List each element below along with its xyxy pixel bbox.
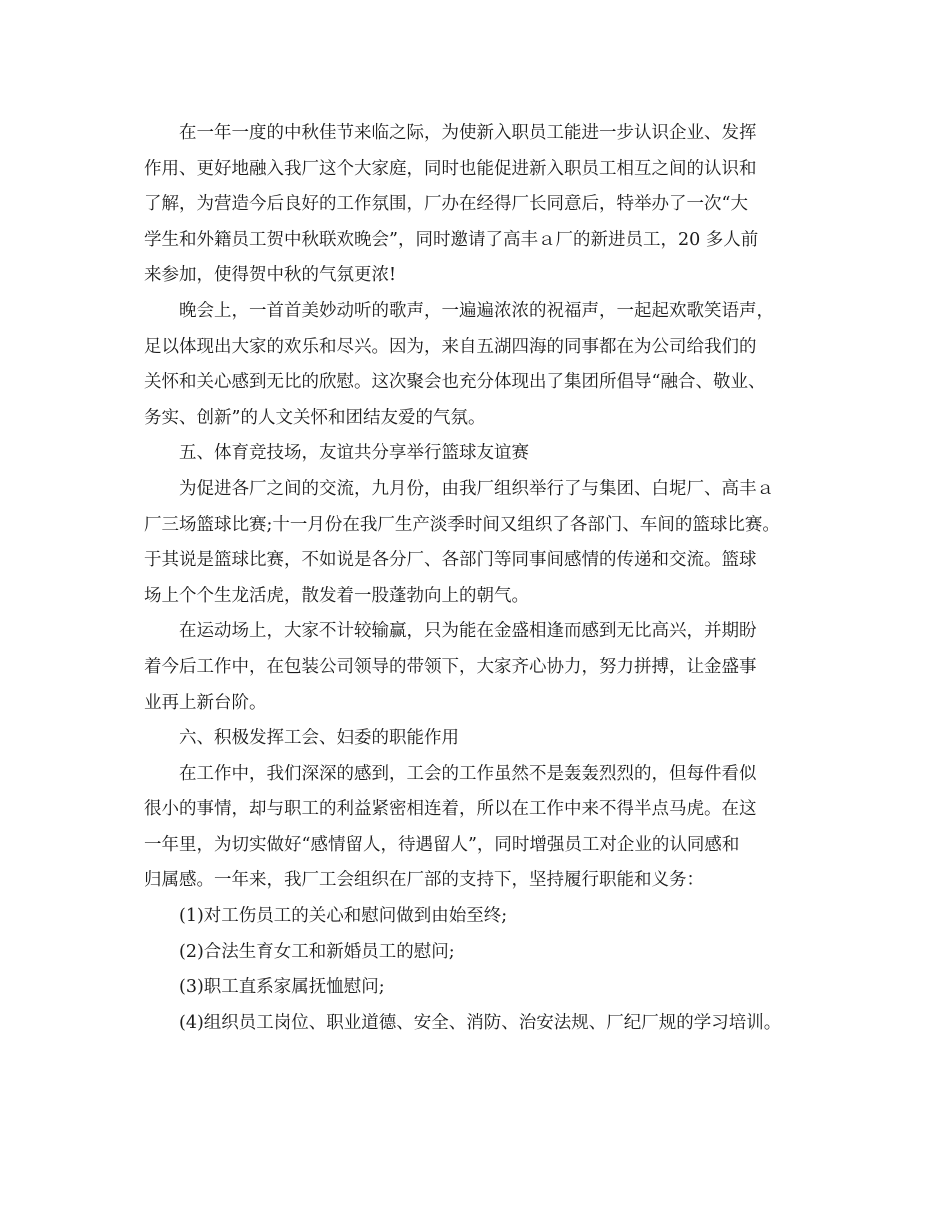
text-line: 着今后工作中，在包装公司领导的带领下，大家齐心协力，努力拼搏，让金盛事 — [144, 656, 757, 677]
text-line: 业再上新台阶。 — [144, 692, 267, 713]
text-line: 于其说是篮球比赛，不如说是各分厂、各部门等同事间感情的传递和交流。篮球 — [144, 550, 757, 571]
list-item-4 — [144, 1006, 834, 1042]
paragraph-sports-field — [144, 614, 834, 721]
text-line: 关怀和关心感到无比的欣慰。这次聚会也充分体现出了集团所倡导“融合、敬业、 — [144, 372, 766, 393]
paragraph-evening-party — [144, 294, 834, 436]
list-item: (1)对工伤员工的关心和慰问做到由始至终; — [179, 906, 508, 927]
paragraph-basketball — [144, 472, 834, 614]
paragraph-mid-autumn-party — [144, 116, 834, 294]
document-body — [144, 116, 834, 1041]
list-item-1 — [144, 899, 834, 935]
list-item: (3)职工直系家属抚恤慰问; — [179, 977, 385, 998]
text-line: 学生和外籍员工贺中秋联欢晚会”，同时邀请了高丰ａ厂的新进员工，20 多人前 — [144, 229, 759, 250]
text-line: 场上个个生龙活虎，散发着一股蓬勃向上的朝气。 — [144, 585, 529, 606]
text-line: 在工作中，我们深深的感到，工会的工作虽然不是轰轰烈烈的，但每件看似 — [179, 763, 757, 784]
text-line: 很小的事情，却与职工的利益紧密相连着，所以在工作中来不得半点马虎。在这 — [144, 799, 757, 820]
text-line: 归属感。一年来，我厂工会组织在厂部的支持下，坚持履行职能和义务： — [144, 870, 704, 891]
text-line: 了解，为营造今后良好的工作氛围，厂办在经得厂长同意后，特举办了一次“大 — [144, 194, 748, 215]
section-heading: 五、体育竞技场，友谊共分享举行篮球友谊赛 — [179, 443, 529, 464]
text-line: 作用、更好地融入我厂这个大家庭，同时也能促进新入职员工相互之间的认识和 — [144, 158, 757, 179]
text-line: 在一年一度的中秋佳节来临之际，为使新入职员工能进一步认识企业、发挥 — [179, 123, 757, 143]
section-heading-sports — [144, 436, 834, 472]
text-line: 在运动场上，大家不计较输赢，只为能在金盛相逢而感到无比高兴，并期盼 — [179, 621, 757, 642]
text-line: 厂三场篮球比赛;十一月份在我厂生产淡季时间又组织了各部门、车间的篮球比赛。 — [144, 514, 780, 535]
text-line: 为促进各厂之间的交流，九月份，由我厂组织举行了与集团、白坭厂、高丰ａ — [179, 478, 774, 499]
list-item: (4)组织员工岗位、职业道德、安全、消防、治安法规、厂纪厂规的学习培训。 — [179, 1012, 782, 1033]
list-item: (2)合法生育女工和新婚员工的慰问; — [179, 941, 455, 962]
paragraph-union-work — [144, 757, 834, 899]
list-item-2 — [144, 935, 834, 971]
list-item-3 — [144, 970, 834, 1006]
text-line: 一年里，为切实做好“感情留人，待遇留人”，同时增强员工对企业的认同感和 — [144, 834, 740, 855]
text-line: 务实、创新”的人文关怀和团结友爱的气氛。 — [144, 407, 486, 428]
text-line: 足以体现出大家的欢乐和尽兴。因为，来自五湖四海的同事都在为公司给我们的 — [144, 336, 757, 357]
text-line: 晚会上，一首首美妙动听的歌声，一遍遍浓浓的祝福声，一起起欢歌笑语声， — [179, 300, 774, 321]
text-line: 来参加，使得贺中秋的气氛更浓! — [144, 265, 397, 286]
section-heading-union — [144, 721, 834, 757]
section-heading: 六、积极发挥工会、妇委的职能作用 — [179, 728, 459, 749]
